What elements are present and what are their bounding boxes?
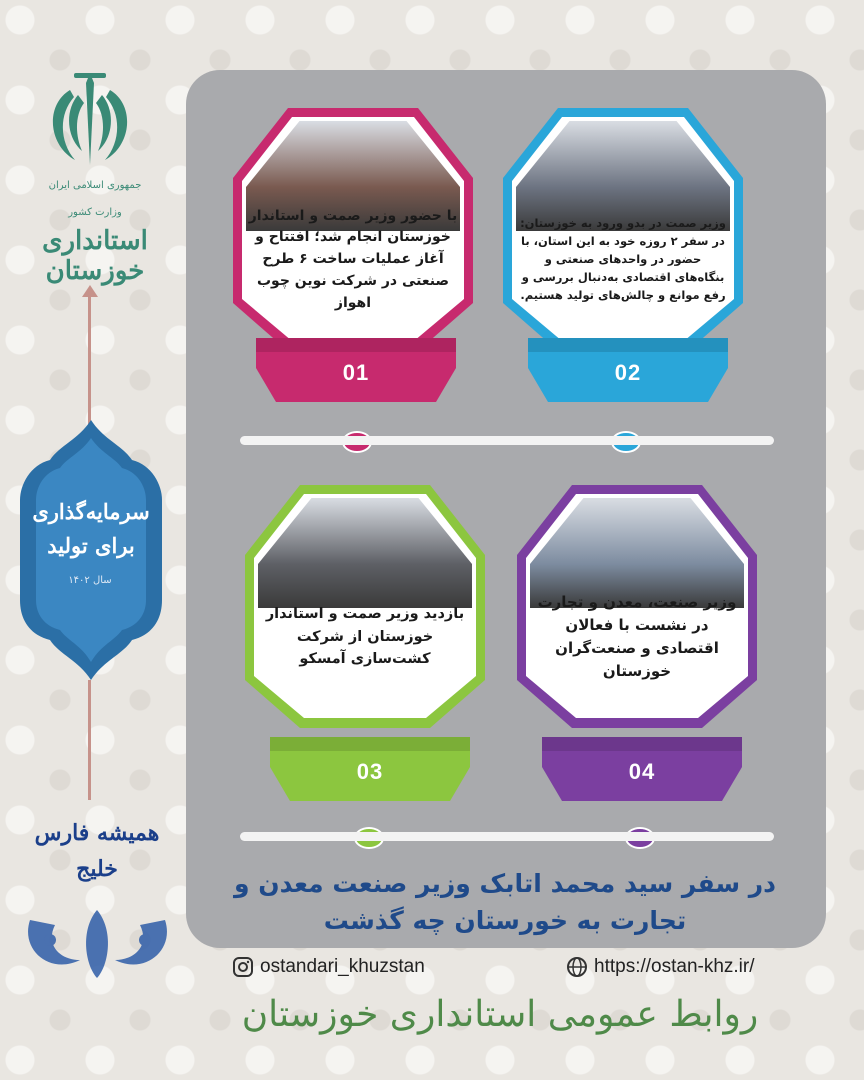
year-label: سال ۱۴۰۲ <box>68 575 112 586</box>
divider-line <box>88 295 91 425</box>
card-number-tab <box>270 737 470 801</box>
divider-line <box>88 680 91 800</box>
instagram-contact[interactable] <box>232 956 425 978</box>
headline: در سفر سید محمد اتابک وزیر صنعت معدن و تجارت به خورستان چه گذشت <box>234 869 776 935</box>
card-text: با حضور وزیر صمت و استاندار خوزستان انجام شد؛ افتتاح و آغاز عملیات ساخت ۶ طرح صنعتی در شرکت نوین چوب اهواز <box>248 207 458 311</box>
card-text: وزیر صمت در بدو ورود به خوزستان: در سفر ۲ روزه خود به این استان، با حضور در واحدهای صنعتی و بنگاه‌های اقتصادی به‌دنبال بررسی و رفع موانع و چالش‌های تولید هستیم. <box>520 216 726 302</box>
website-url: https://ostan-khz.ir/ <box>594 956 755 977</box>
card-number: 03 <box>356 759 384 784</box>
gulf-slogan-line: همیشه فارس <box>34 820 160 846</box>
card-number-tab <box>528 338 728 402</box>
gulf-slogan <box>22 815 172 887</box>
card-number: 01 <box>342 360 370 385</box>
province-title: استانداری خوزستان <box>42 226 148 286</box>
card-text: وزیر صنعت، معدن و تجارت در نشست با فعالان اقتصادی و صنعت‌گران خوزستان <box>537 592 737 681</box>
globe-icon <box>566 956 588 978</box>
gulf-slogan-line: خلیج <box>76 856 118 882</box>
instagram-icon <box>232 956 254 978</box>
timeline-track <box>240 436 774 445</box>
card-number: 02 <box>614 360 642 385</box>
timeline-card <box>228 103 478 353</box>
timeline-card <box>512 480 762 730</box>
ministry-label: وزارت کشور <box>68 207 122 218</box>
instagram-handle: ostandari_khuzstan <box>260 956 425 977</box>
footer-title: روابط عمومی استانداری خوزستان <box>241 994 759 1035</box>
year-slogan-line: برای تولید <box>47 533 135 558</box>
timeline-card <box>498 103 748 353</box>
card-number-tab <box>256 338 456 402</box>
card-number-tab <box>542 737 742 801</box>
year-slogan <box>18 495 164 563</box>
card-text: بازدید وزیر صمت و استاندار خوزستان از شرکت کشت‌سازی آمسکو <box>265 606 465 668</box>
card-number: 04 <box>628 759 656 784</box>
republic-label: جمهوری اسلامی ایران <box>48 180 142 191</box>
year-slogan-line: سرمایه‌گذاری <box>32 499 150 524</box>
timeline-card <box>240 480 490 730</box>
timeline-track <box>240 832 774 841</box>
website-contact[interactable] <box>566 956 755 978</box>
iran-emblem-icon <box>30 65 150 185</box>
